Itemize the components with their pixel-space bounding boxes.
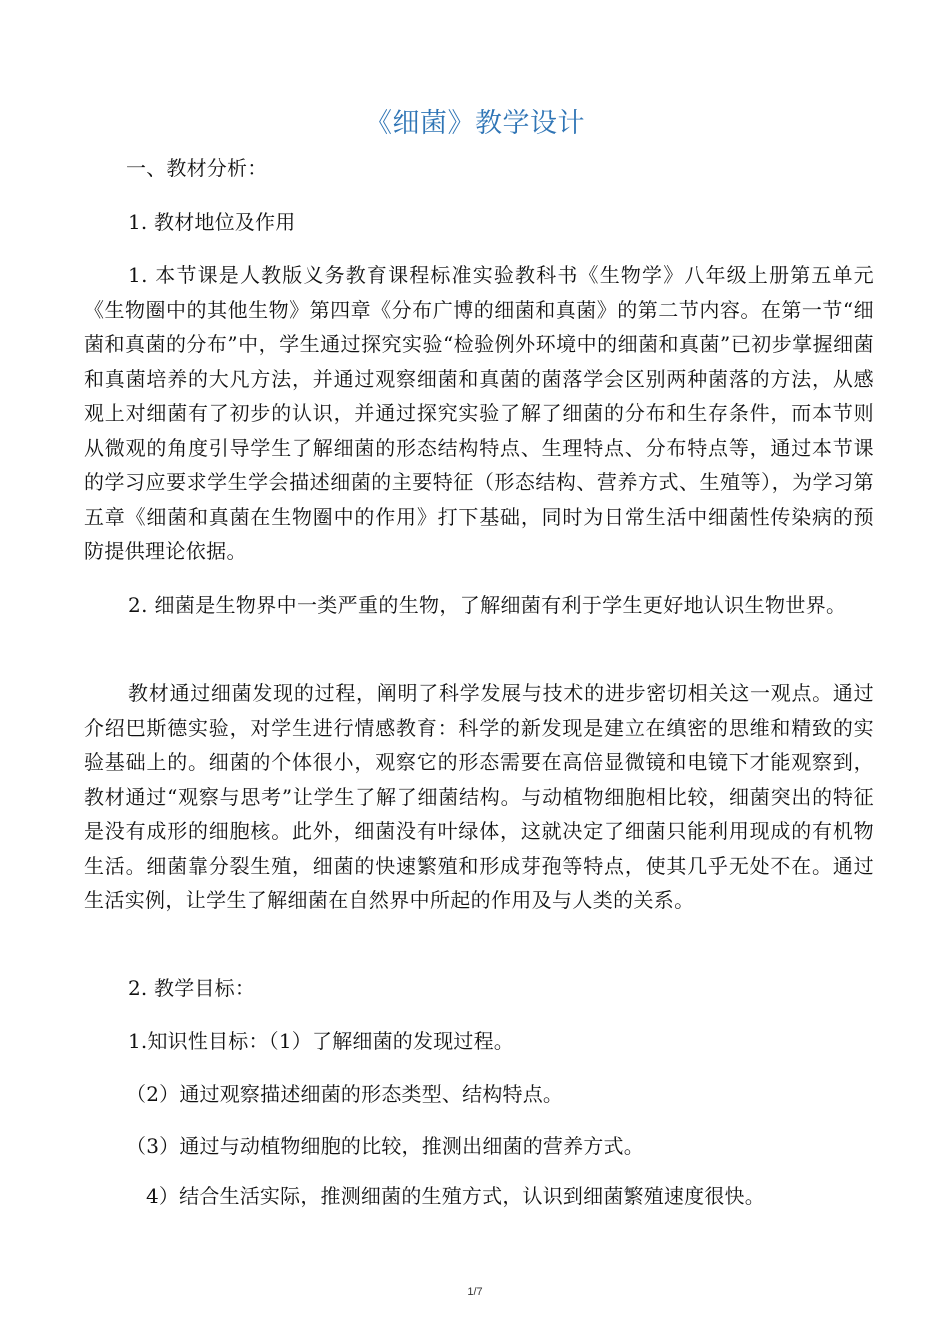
- document-title: 《细菌》教学设计: [365, 108, 585, 139]
- page-number: 1/7: [467, 1286, 483, 1298]
- subheading-position-role: 1. 教材地位及作用: [128, 210, 296, 234]
- goal-item-4: 4）结合生活实际，推测细菌的生殖方式，认识到细菌繁殖速度很快。: [146, 1184, 765, 1208]
- goal-item-2: （2）通过观察描述细菌的形态类型、结构特点。: [126, 1082, 564, 1106]
- paragraph-textbook-content: 教材通过细菌发现的过程，阐明了科学发展与技术的进步密切相关这一观点。通过介绍巴斯德实验，对学生进行情感教育：科学的新发现是建立在缜密的思维和精致的实验基础上的。细菌的个体很小，观察它的形态需要在高倍显微镜和电镜下才能观察到，教材通过“观察与思考”让学生了解了细菌结构。与动植物细胞相比较，细菌突出的特征是没有成形的细胞核。此外，细菌没有叶绿体，这就决定了细菌只能利用现成的有机物生活。细菌靠分裂生殖，细菌的快速繁殖和形成芽孢等特点，使其几乎无处不在。通过生活实例，让学生了解细菌在自然界中所起的作用及与人类的关系。: [84, 681, 874, 912]
- paragraph-importance: 2. 细菌是生物界中一类严重的生物，了解细菌有利于学生更好地认识生物世界。: [128, 593, 847, 617]
- paragraph-course-position: 1. 本节课是人教版义务教育课程标准实验教科书《生物学》八年级上册第五单元《生物圈中的其他生物》第四章《分布广博的细菌和真菌》的第二节内容。在第一节“细菌和真菌的分布”中，学生通过探究实验“检验例外环境中的细菌和真菌”已初步掌握细菌和真菌培养的大凡方法，并通过观察细菌和真菌的菌落学会区别两种菌落的方法，从感观上对细菌有了初步的认识，并通过探究实验了解了细菌的分布和生存条件，而本节则从微观的角度引导学生了解细菌的形态结构特点、生理特点、分布特点等，通过本节课的学习应要求学生学会描述细菌的主要特征（形态结构、营养方式、生殖等），为学习第五章《细菌和真菌在生物圈中的作用》打下基础，同时为日常生活中细菌性传染病的预防提供理论依据。: [84, 263, 874, 563]
- section-heading-analysis: 一、教材分析：: [126, 156, 268, 180]
- goal-item-1: 1.知识性目标：（1）了解细菌的发现过程。: [128, 1029, 515, 1053]
- section-heading-goals: 2. 教学目标：: [128, 976, 256, 1000]
- goal-item-3: （3）通过与动植物细胞的比较，推测出细菌的营养方式。: [126, 1134, 644, 1158]
